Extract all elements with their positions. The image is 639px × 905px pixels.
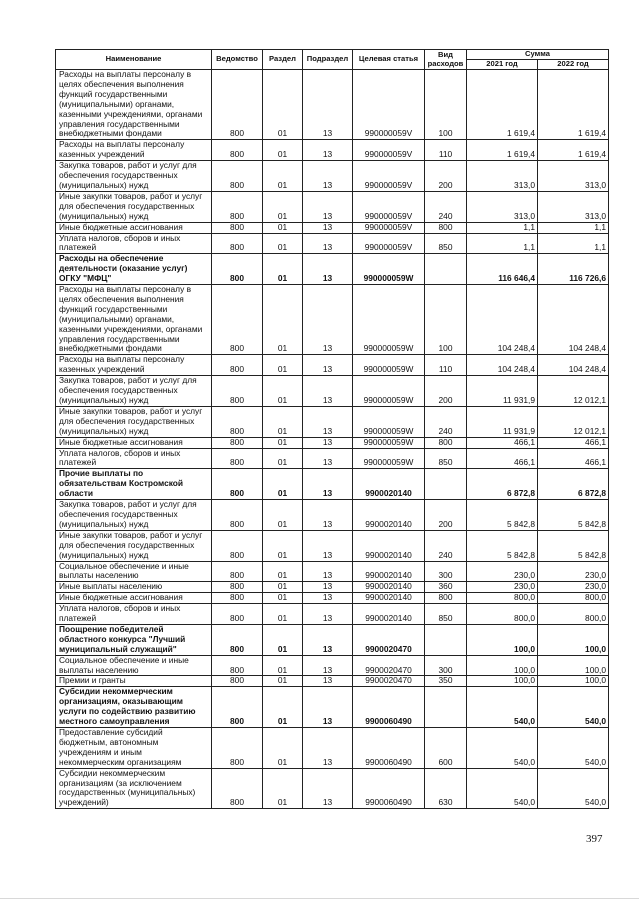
cell-department: 800 (212, 582, 263, 593)
cell-department: 800 (212, 161, 263, 192)
cell-department: 800 (212, 222, 263, 233)
cell-subsection: 13 (303, 355, 353, 376)
cell-expense-type: 800 (425, 593, 467, 604)
cell-target-article: 9900020140 (353, 469, 425, 500)
cell-section: 01 (263, 233, 303, 254)
cell-department: 800 (212, 687, 263, 728)
cell-expense-type: 240 (425, 406, 467, 437)
cell-name: Иные закупки товаров, работ и услуг для обеспечения государственных (муниципальных) нужд (56, 191, 212, 222)
cell-expense-type: 850 (425, 448, 467, 469)
cell-department: 800 (212, 604, 263, 625)
cell-sum-2021: 11 931,9 (467, 376, 538, 407)
table-row-total (56, 254, 609, 285)
cell-sum-2021: 100,0 (467, 624, 538, 655)
cell-subsection: 13 (303, 624, 353, 655)
cell-target-article: 9900060490 (353, 728, 425, 769)
cell-section: 01 (263, 687, 303, 728)
cell-subsection: 13 (303, 500, 353, 531)
cell-section: 01 (263, 768, 303, 809)
cell-expense-type: 240 (425, 530, 467, 561)
cell-expense-type: 110 (425, 355, 467, 376)
table-row (56, 70, 609, 140)
cell-expense-type: 240 (425, 191, 467, 222)
cell-section: 01 (263, 655, 303, 676)
cell-target-article: 9900020140 (353, 500, 425, 531)
cell-sum-2021: 1 619,4 (467, 140, 538, 161)
header-sum: Сумма (467, 50, 609, 60)
cell-target-article: 9900020470 (353, 655, 425, 676)
cell-sum-2022: 313,0 (538, 191, 609, 222)
cell-target-article: 990000059V (353, 140, 425, 161)
cell-sum-2022: 540,0 (538, 687, 609, 728)
cell-subsection: 13 (303, 437, 353, 448)
cell-section: 01 (263, 604, 303, 625)
cell-subsection: 13 (303, 604, 353, 625)
cell-expense-type: 800 (425, 222, 467, 233)
cell-expense-type (425, 469, 467, 500)
cell-target-article: 990000059W (353, 376, 425, 407)
cell-sum-2022: 800,0 (538, 604, 609, 625)
cell-department: 800 (212, 70, 263, 140)
cell-sum-2022: 104 248,4 (538, 285, 609, 355)
cell-expense-type: 300 (425, 655, 467, 676)
cell-subsection: 13 (303, 140, 353, 161)
cell-expense-type: 850 (425, 604, 467, 625)
cell-subsection: 13 (303, 530, 353, 561)
cell-expense-type: 800 (425, 437, 467, 448)
cell-department: 800 (212, 530, 263, 561)
table-row (56, 728, 609, 769)
cell-target-article: 990000059W (353, 448, 425, 469)
cell-sum-2021: 1,1 (467, 233, 538, 254)
cell-sum-2021: 104 248,4 (467, 355, 538, 376)
table-row (56, 191, 609, 222)
header-target-article: Целевая статья (353, 50, 425, 70)
cell-sum-2022: 5 842,8 (538, 530, 609, 561)
cell-name: Поощрение победителей областного конкурса "Лучший муниципальный служащий" (56, 624, 212, 655)
cell-name: Иные бюджетные ассигнования (56, 593, 212, 604)
cell-sum-2022: 5 842,8 (538, 500, 609, 531)
cell-sum-2022: 6 872,8 (538, 469, 609, 500)
cell-sum-2021: 800,0 (467, 604, 538, 625)
table-row (56, 233, 609, 254)
cell-sum-2022: 466,1 (538, 448, 609, 469)
cell-subsection: 13 (303, 233, 353, 254)
header-subsection: Подраздел (303, 50, 353, 70)
header-section: Раздел (263, 50, 303, 70)
cell-target-article: 9900020470 (353, 624, 425, 655)
cell-subsection: 13 (303, 593, 353, 604)
cell-section: 01 (263, 376, 303, 407)
table-row-total (56, 469, 609, 500)
table-row (56, 676, 609, 687)
cell-sum-2022: 104 248,4 (538, 355, 609, 376)
cell-sum-2022: 100,0 (538, 624, 609, 655)
table-body (56, 70, 609, 809)
cell-subsection: 13 (303, 469, 353, 500)
cell-expense-type: 360 (425, 582, 467, 593)
table-row (56, 285, 609, 355)
cell-department: 800 (212, 355, 263, 376)
table-row (56, 437, 609, 448)
table-row-total (56, 624, 609, 655)
cell-name: Субсидии некоммерческим организациям, оказывающим услуги по содействию развитию местного самоуправления (56, 687, 212, 728)
cell-expense-type: 600 (425, 728, 467, 769)
cell-name: Иные закупки товаров, работ и услуг для обеспечения государственных (муниципальных) нужд (56, 406, 212, 437)
table-row (56, 530, 609, 561)
cell-sum-2022: 100,0 (538, 655, 609, 676)
cell-expense-type: 850 (425, 233, 467, 254)
cell-sum-2022: 1 619,4 (538, 70, 609, 140)
cell-department: 800 (212, 437, 263, 448)
cell-subsection: 13 (303, 161, 353, 192)
cell-target-article: 990000059V (353, 191, 425, 222)
cell-subsection: 13 (303, 254, 353, 285)
cell-subsection: 13 (303, 222, 353, 233)
cell-sum-2022: 1,1 (538, 222, 609, 233)
cell-sum-2021: 5 842,8 (467, 500, 538, 531)
cell-target-article: 990000059W (353, 406, 425, 437)
table-row (56, 655, 609, 676)
cell-name: Расходы на обеспечение деятельности (оказание услуг) ОГКУ "МФЦ" (56, 254, 212, 285)
cell-department: 800 (212, 140, 263, 161)
cell-name: Прочие выплаты по обязательствам Костромской области (56, 469, 212, 500)
cell-target-article: 990000059W (353, 437, 425, 448)
cell-expense-type: 350 (425, 676, 467, 687)
cell-subsection: 13 (303, 376, 353, 407)
cell-sum-2022: 12 012,1 (538, 406, 609, 437)
cell-section: 01 (263, 582, 303, 593)
cell-sum-2021: 1 619,4 (467, 70, 538, 140)
cell-sum-2022: 800,0 (538, 593, 609, 604)
table-row (56, 500, 609, 531)
cell-section: 01 (263, 191, 303, 222)
cell-expense-type: 110 (425, 140, 467, 161)
cell-sum-2021: 5 842,8 (467, 530, 538, 561)
cell-name: Уплата налогов, сборов и иных платежей (56, 448, 212, 469)
scan-edge-line (0, 898, 639, 899)
cell-subsection: 13 (303, 687, 353, 728)
table-row (56, 593, 609, 604)
cell-name: Премии и гранты (56, 676, 212, 687)
cell-department: 800 (212, 376, 263, 407)
cell-name: Иные бюджетные ассигнования (56, 437, 212, 448)
cell-sum-2021: 466,1 (467, 448, 538, 469)
cell-expense-type: 100 (425, 285, 467, 355)
cell-sum-2021: 800,0 (467, 593, 538, 604)
cell-sum-2022: 12 012,1 (538, 376, 609, 407)
cell-sum-2022: 1,1 (538, 233, 609, 254)
cell-subsection: 13 (303, 561, 353, 582)
cell-name: Уплата налогов, сборов и иных платежей (56, 233, 212, 254)
cell-subsection: 13 (303, 676, 353, 687)
cell-subsection: 13 (303, 191, 353, 222)
cell-sum-2022: 466,1 (538, 437, 609, 448)
cell-name: Расходы на выплаты персоналу в целях обеспечения выполнения функций государственными (муниципальными) органами, казенными учреждениями, органами управления государственными внебюджетными фондами (56, 285, 212, 355)
cell-name: Уплата налогов, сборов и иных платежей (56, 604, 212, 625)
cell-expense-type: 200 (425, 376, 467, 407)
cell-name: Закупка товаров, работ и услуг для обеспечения государственных (муниципальных) нужд (56, 376, 212, 407)
cell-target-article: 990000059W (353, 254, 425, 285)
cell-subsection: 13 (303, 582, 353, 593)
cell-target-article: 9900020140 (353, 530, 425, 561)
cell-sum-2021: 230,0 (467, 582, 538, 593)
table-row-total (56, 687, 609, 728)
cell-section: 01 (263, 285, 303, 355)
cell-department: 800 (212, 728, 263, 769)
table-row (56, 376, 609, 407)
table-row (56, 768, 609, 809)
table-row (56, 406, 609, 437)
cell-target-article: 9900020140 (353, 593, 425, 604)
cell-sum-2021: 540,0 (467, 728, 538, 769)
cell-section: 01 (263, 593, 303, 604)
cell-subsection: 13 (303, 728, 353, 769)
cell-sum-2022: 116 726,6 (538, 254, 609, 285)
cell-target-article: 990000059V (353, 161, 425, 192)
cell-section: 01 (263, 448, 303, 469)
cell-section: 01 (263, 676, 303, 687)
cell-section: 01 (263, 254, 303, 285)
table-row (56, 222, 609, 233)
cell-section: 01 (263, 222, 303, 233)
cell-department: 800 (212, 624, 263, 655)
cell-name: Закупка товаров, работ и услуг для обеспечения государственных (муниципальных) нужд (56, 161, 212, 192)
cell-subsection: 13 (303, 285, 353, 355)
cell-target-article: 990000059V (353, 222, 425, 233)
header-year-2021: 2021 год (467, 60, 538, 70)
cell-section: 01 (263, 355, 303, 376)
cell-expense-type: 200 (425, 500, 467, 531)
table-row (56, 561, 609, 582)
cell-sum-2021: 313,0 (467, 191, 538, 222)
cell-sum-2022: 540,0 (538, 768, 609, 809)
cell-sum-2021: 6 872,8 (467, 469, 538, 500)
cell-sum-2022: 313,0 (538, 161, 609, 192)
cell-department: 800 (212, 448, 263, 469)
table-row (56, 582, 609, 593)
cell-sum-2021: 540,0 (467, 768, 538, 809)
cell-target-article: 9900020140 (353, 561, 425, 582)
cell-subsection: 13 (303, 655, 353, 676)
cell-sum-2021: 313,0 (467, 161, 538, 192)
cell-target-article: 990000059V (353, 70, 425, 140)
cell-name: Иные закупки товаров, работ и услуг для обеспечения государственных (муниципальных) нужд (56, 530, 212, 561)
header-department: Ведомство (212, 50, 263, 70)
cell-department: 800 (212, 500, 263, 531)
cell-subsection: 13 (303, 406, 353, 437)
cell-department: 800 (212, 406, 263, 437)
cell-target-article: 9900060490 (353, 768, 425, 809)
cell-department: 800 (212, 233, 263, 254)
cell-section: 01 (263, 437, 303, 448)
cell-department: 800 (212, 285, 263, 355)
header-expense-type: Вид расходов (425, 50, 467, 70)
table-row (56, 161, 609, 192)
cell-name: Предоставление субсидий бюджетным, автономным учреждениям и иным некоммерческим организациям (56, 728, 212, 769)
budget-table (55, 49, 609, 809)
cell-sum-2022: 230,0 (538, 561, 609, 582)
header-name: Наименование (56, 50, 212, 70)
cell-target-article: 990000059V (353, 233, 425, 254)
cell-target-article: 9900020470 (353, 676, 425, 687)
table-row (56, 448, 609, 469)
cell-section: 01 (263, 530, 303, 561)
table-row (56, 140, 609, 161)
cell-expense-type (425, 624, 467, 655)
cell-section: 01 (263, 161, 303, 192)
cell-department: 800 (212, 469, 263, 500)
cell-section: 01 (263, 561, 303, 582)
cell-sum-2021: 1,1 (467, 222, 538, 233)
cell-target-article: 9900060490 (353, 687, 425, 728)
cell-department: 800 (212, 768, 263, 809)
cell-sum-2022: 1 619,4 (538, 140, 609, 161)
cell-department: 800 (212, 676, 263, 687)
page-number: 397 (586, 833, 603, 845)
cell-target-article: 9900020140 (353, 582, 425, 593)
cell-expense-type: 200 (425, 161, 467, 192)
cell-expense-type (425, 687, 467, 728)
cell-sum-2022: 230,0 (538, 582, 609, 593)
cell-department: 800 (212, 655, 263, 676)
cell-sum-2021: 466,1 (467, 437, 538, 448)
cell-name: Расходы на выплаты персоналу в целях обеспечения выполнения функций государственными (муниципальными) органами, казенными учреждениями, органами управления государственными внебюджетными фондами (56, 70, 212, 140)
cell-section: 01 (263, 469, 303, 500)
cell-sum-2022: 100,0 (538, 676, 609, 687)
cell-expense-type: 100 (425, 70, 467, 140)
table-row (56, 355, 609, 376)
cell-department: 800 (212, 561, 263, 582)
cell-sum-2021: 116 646,4 (467, 254, 538, 285)
cell-department: 800 (212, 254, 263, 285)
cell-section: 01 (263, 728, 303, 769)
cell-section: 01 (263, 406, 303, 437)
cell-sum-2021: 540,0 (467, 687, 538, 728)
cell-name: Расходы на выплаты персоналу казенных учреждений (56, 355, 212, 376)
table-row (56, 604, 609, 625)
cell-target-article: 990000059W (353, 285, 425, 355)
cell-target-article: 990000059W (353, 355, 425, 376)
cell-subsection: 13 (303, 70, 353, 140)
cell-name: Расходы на выплаты персоналу казенных учреждений (56, 140, 212, 161)
cell-name: Социальное обеспечение и иные выплаты населению (56, 561, 212, 582)
cell-sum-2021: 11 931,9 (467, 406, 538, 437)
cell-expense-type: 300 (425, 561, 467, 582)
cell-expense-type (425, 254, 467, 285)
cell-name: Социальное обеспечение и иные выплаты населению (56, 655, 212, 676)
cell-sum-2022: 540,0 (538, 728, 609, 769)
cell-target-article: 9900020140 (353, 604, 425, 625)
cell-name: Иные выплаты населению (56, 582, 212, 593)
header-year-2022: 2022 год (538, 60, 609, 70)
cell-section: 01 (263, 70, 303, 140)
cell-section: 01 (263, 624, 303, 655)
cell-sum-2021: 100,0 (467, 676, 538, 687)
cell-subsection: 13 (303, 448, 353, 469)
cell-name: Иные бюджетные ассигнования (56, 222, 212, 233)
cell-section: 01 (263, 500, 303, 531)
cell-department: 800 (212, 593, 263, 604)
cell-sum-2021: 100,0 (467, 655, 538, 676)
cell-name: Закупка товаров, работ и услуг для обеспечения государственных (муниципальных) нужд (56, 500, 212, 531)
cell-expense-type: 630 (425, 768, 467, 809)
cell-section: 01 (263, 140, 303, 161)
cell-subsection: 13 (303, 768, 353, 809)
cell-sum-2021: 104 248,4 (467, 285, 538, 355)
cell-name: Субсидии некоммерческим организациям (за исключением государственных (муниципальных) учреждений) (56, 768, 212, 809)
cell-sum-2021: 230,0 (467, 561, 538, 582)
cell-department: 800 (212, 191, 263, 222)
